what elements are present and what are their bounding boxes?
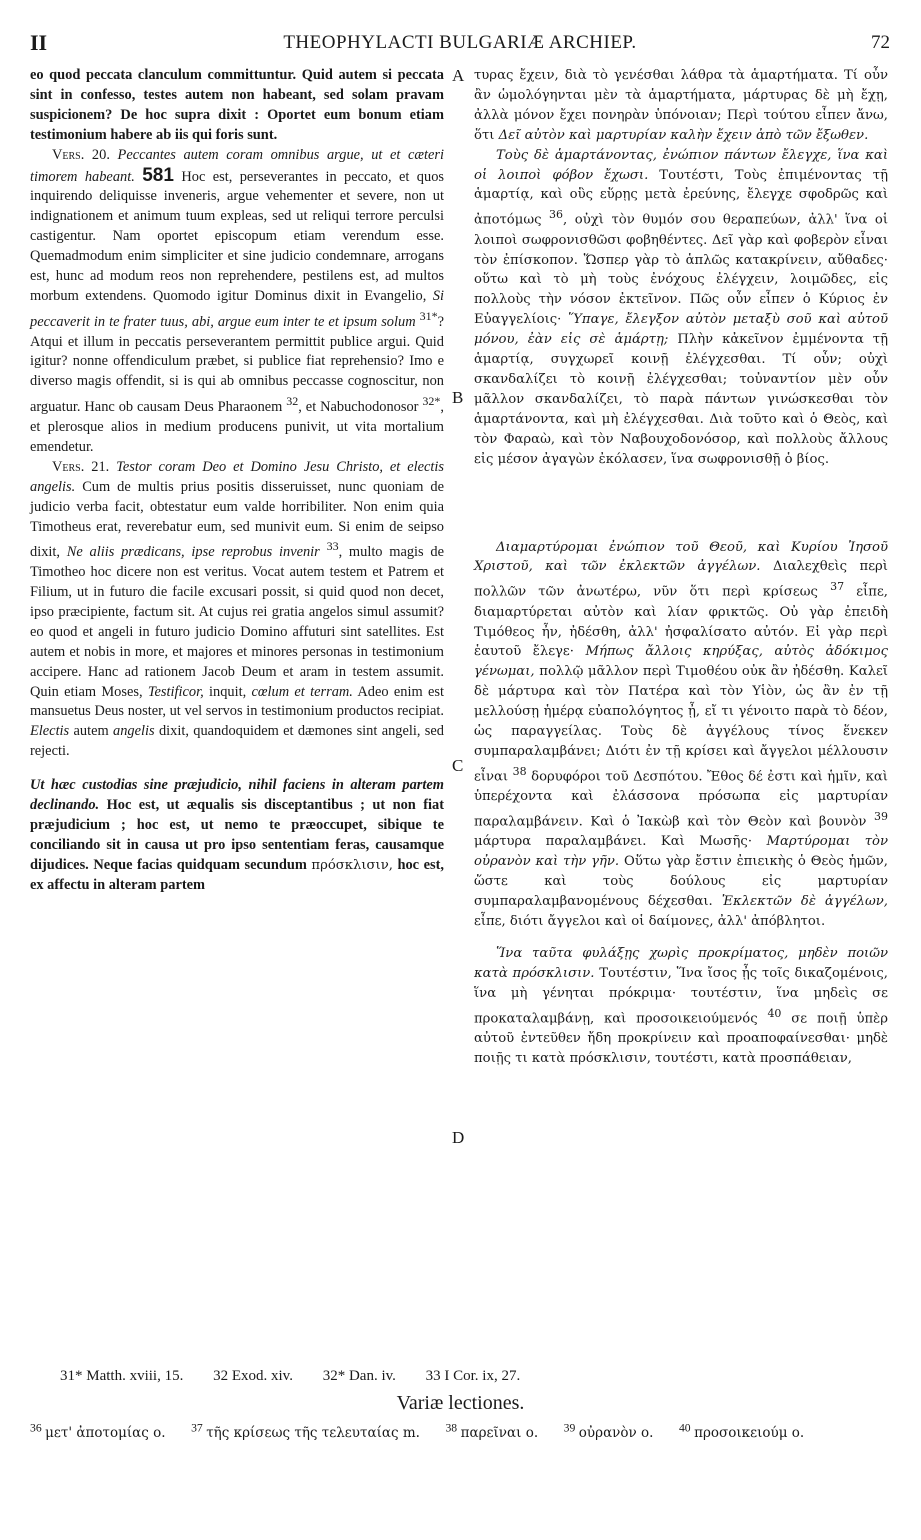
- latin-p4-greek: πρόσκλισιν,: [311, 857, 393, 873]
- verse-21-quote-2: Testificor,: [147, 683, 204, 700]
- footnote: 32* Dan. iv.: [322, 1368, 396, 1384]
- greek-p2-text-c: Πλὴν κἀκεῖνον ἐμμένοντα τῇ ἁμαρτίᾳ, συγχωρεῖ κοινῇ ἐλέγχεσθαι. Τί οὖν; οὐχὶ σκανδαλίζει τὸ κοινῇ ἐλέγχεσθαι; τοὐναντίον μὲν οὖν μᾶλλον σκανδαλίζει, τὸ παρὰ πάντων γινώσκεσθαι τὸν ἁμαρτάνοντα, καὶ μὴ ἐλέγχεσθαι. Διὰ τοῦτο καὶ ὁ Θεὸς, καὶ τὸν Φαραὼ, καὶ τὸν Ναβουχοδονόσορ, καὶ πολλοὺς ἄλλους εἰς μέσον ἀγαγὼν ἐκόλασεν, ἵνα σωφρονισθῇ ὁ βίος.: [474, 332, 889, 467]
- margin-marker-c: C: [452, 756, 464, 775]
- variae-lectiones: [30, 1418, 890, 1443]
- verse-20-quote: Si peccaverit in te frater tuus, abi, argue eum inter te et ipsum solum: [30, 287, 444, 330]
- greek-column: [474, 66, 888, 1069]
- footnote-ref-33: 33: [326, 539, 339, 554]
- verse-21-label: Vers. 21.: [52, 458, 110, 475]
- greek-paragraph-2: [474, 146, 888, 470]
- latin-paragraph-4: [30, 776, 444, 895]
- greek-p4-lemma: Ἵνα ταῦτα φυλάξῃς χωρὶς προκρίματος, μηδὲν ποιῶν κατὰ πρόσκλισιν.: [474, 945, 888, 981]
- greek-p3-text-a: Διαλεχθεὶς περὶ πολλῶν τῶν ἀνωτέρω, νῦν ὅτι περὶ κρίσεως: [474, 559, 888, 600]
- variant-text: παρεῖναι ο.: [460, 1424, 539, 1441]
- verse-20-text-d: , et plerosque alios in medium producens punivit, ut vita mortalium emendetur.: [30, 399, 444, 455]
- variant-text: μετ' ἀποτομίας ο.: [45, 1424, 166, 1441]
- verse-21-quote: Ne aliis prædicans, ipse reprobus invenir: [66, 544, 320, 561]
- greek-p1-quote: Δεῖ αὐτὸν καὶ μαρτυρίαν καλὴν ἔχειν ἀπὸ τῶν ἔξωθεν.: [498, 127, 869, 143]
- greek-p2-text-b: , οὐχὶ τὸν θυμόν σου θεραπεύων, ἀλλ' ἵνα οἱ λοιποὶ σωφρονισθῶσι φοβηθέντες. Δεῖ γὰρ καὶ φοβερὸν εἶναι τὸν ἐπίσκοπον. Ὥσπερ γὰρ τὸ ἁπλῶς κατακρίνειν, αὔθαδες· οὕτω καὶ τὸ μὴ τοὺς ἐνόχους ἐλέγχειν, λοιμῶδες, εἰς πολλοὺς τὴν νόσον ἐκτεῖνον. Πῶς οὖν εἶπεν ὁ Κύριος ἐν Εὐαγγελίοις·: [474, 212, 888, 328]
- verse-21-text-f: dixit, quandoquidem et dæmones sint angeli, sed rejecti.: [30, 723, 444, 760]
- variae-lectiones-title: Variæ lectiones.: [396, 1392, 525, 1414]
- header-left: II: [30, 30, 48, 55]
- greek-p3-text-f: Οὕτω γὰρ ἔστιν ἐπιεικὴς ὁ Θεὸς ἡμῶν, ὥστε καὶ τοὺς δούλους εἰς μαρτυρίαν συμπαραλαμβανομένους δέχεσθαι.: [474, 854, 889, 910]
- margin-marker-d: D: [452, 1128, 465, 1147]
- greek-p3-text-d: δορυφόροι τοῦ Δεσπότου. Ἔθος δέ ἐστι καὶ ἡμῖν, καὶ ὑπερέχοντα καὶ ἐλάσσονα πρόσωπα εἰς μαρτυρίαν παραλαμβάνειν. Καὶ ὁ Ἰακὼβ καὶ τὸν Θεὸν καὶ βουνὸν: [474, 769, 888, 830]
- verse-21-quote-5: angelis: [113, 723, 155, 740]
- variant-text: οὐρανὸν ο.: [578, 1424, 654, 1441]
- verse-21-quote-3: cœlum et terram.: [251, 683, 353, 700]
- latin-verse-20: [30, 146, 444, 458]
- running-title: THEOPHYLACTI BULGARIÆ ARCHIEP.: [283, 32, 637, 53]
- variant-ref-36: 36: [549, 208, 564, 222]
- verse-20-label: Vers. 20.: [52, 146, 110, 163]
- greek-p3-text-g: εἶπε, διότι ἄγγελοι καὶ οἱ δαίμονες, ἀλλ' ἀπόβλητοι.: [474, 914, 826, 929]
- verse-20-lemma: Peccantes autem coram omnibus argue, ut et cæteri timorem habeant.: [30, 146, 444, 185]
- margin-marker-a: A: [452, 66, 465, 85]
- greek-paragraph-4: [474, 944, 888, 1069]
- greek-p2-lemma: Τοὺς δὲ ἁμαρτάνοντας, ἐνώπιον πάντων ἔλεγχε, ἵνα καὶ οἱ λοιποὶ φόβον ἔχωσι.: [474, 147, 888, 183]
- greek-p3-text-e: μάρτυρα παραλαμβάνει. Καὶ Μωσῆς·: [474, 834, 753, 850]
- verse-21-text-e: autem: [73, 723, 109, 740]
- footnote: 33 I Cor. ix, 27.: [425, 1368, 521, 1384]
- variant-number: 38: [445, 1421, 458, 1434]
- latin-p4-text-b: hoc est, ex affectu in alteram partem: [30, 856, 444, 893]
- greek-p3-text-b: εἶπε, διαμαρτύρεται αὐτὸν καὶ λίαν φρικτῶς. Οὐ γὰρ ἐπειδὴ Τιμόθεος ἦν, ἠδέσθη, ἀλλ' ἠσφαλίσατο αὐτόν. Εἰ γὰρ περὶ ἑαυτοῦ ἔλεγε·: [474, 584, 888, 660]
- greek-p4-text-b: σε ποιῇ ὑπὲρ αὐτοῦ ἐντεῦθεν ἤδη προκρίνειν καὶ προαποφαίνεσθαι· μηδὲ ποιῇς τι κατὰ πρόσκλισιν, τουτέστι, κατὰ προσπάθειαν,: [474, 1011, 888, 1066]
- verse-20-text-c: , et Nabuchodonosor: [298, 399, 419, 416]
- footnote: 31* Matth. xviii, 15.: [60, 1368, 184, 1384]
- variant-entry: [191, 1421, 420, 1441]
- verse-21-quote-4: Electis: [30, 723, 70, 740]
- footnote-ref-32b: 32*: [422, 394, 441, 409]
- greek-paragraph-1: [474, 66, 888, 146]
- latin-p4-lemma: Ut hæc custodias sine præjudicio, nihil faciens in alteram partem declinando.: [30, 777, 444, 814]
- variant-ref-40: 40: [767, 1006, 782, 1020]
- column-number: 581: [142, 164, 174, 186]
- footnote-ref-31: 31*: [419, 308, 438, 323]
- greek-p3-quote: Μήπως ἄλλοις κηρύξας, αὐτὸς ἀδόκιμος γένωμαι,: [474, 644, 888, 680]
- verse-21-text-a: Cum de multis prius positis disseruisset, nunc quoniam de judicio verba facit, obtestatur eum valde horribiliter. Non enim quia Timotheus erat, reverebatur eum, sed munivit eum. Si enim de seipso dixit,: [30, 478, 444, 561]
- greek-p1-text: τυρας ἔχειν, διὰ τὸ γενέσθαι λάθρα τὰ ἁμαρτήματα. Τί οὖν ἂν ὡμολόγηνται μὲν τὰ ἁμαρτήματα, μάρτυρας δὲ μὴ ἔχῃ, ἀλλὰ μόνον ἔχει πονηρὰν ὑπόνοιαν; Περὶ τούτου εἶπεν ἄνω, ὅτι: [474, 68, 888, 143]
- variant-number: 39: [563, 1421, 576, 1434]
- greek-paragraph-3: [474, 538, 888, 932]
- latin-column: [30, 66, 444, 896]
- footnote: 32 Exod. xiv.: [213, 1368, 293, 1384]
- greek-p3-quote-2: Μαρτύρομαι τὸν οὐρανὸν καὶ τὴν γῆν.: [474, 834, 888, 870]
- margin-marker-b: B: [452, 388, 464, 407]
- variant-entry: [445, 1421, 539, 1441]
- page-number: 72: [871, 32, 890, 53]
- footnote-ref-32: 32: [286, 394, 299, 409]
- variant-text: τῆς κρίσεως τῆς τελευταίας m.: [206, 1424, 420, 1441]
- variant-ref-38: 38: [512, 764, 527, 778]
- footnotes: [60, 1368, 860, 1385]
- greek-p3-lemma: Διαμαρτύρομαι ἐνώπιον τοῦ Θεοῦ, καὶ Κυρίου Ἰησοῦ Χριστοῦ, καὶ τῶν ἐκλεκτῶν ἀγγέλων.: [474, 539, 888, 575]
- greek-p2-text-a: Τουτέστι, Τοὺς ἐπιμένοντας τῇ ἁμαρτίᾳ, καὶ οὓς εὕρῃς μετὰ ἐρεύνης, ἔλεγχε σφοδρῶς καὶ ἀποτόμως: [474, 167, 889, 228]
- greek-p3-text-c: πολλῷ μᾶλλον περὶ Τιμοθέου οὐκ ἂν ἠδέσθη. Καλεῖ δὲ μάρτυρα καὶ τὸν Πατέρα καὶ τὸν Υἱὸν, ὡς ἂν ἐν τῇ μελλούσῃ ἡμέρᾳ εὐαπολόγητος ᾖ, εἴ τι γένοιτο παρὰ τὸ δέον, ὡς παραγγείλας. Τοὺς δὲ ἀγγέλους τίνος ἕνεκεν συμπαραλαμβάνει; Διότι ἐν τῇ κρίσει καὶ ἄγγελοι μέλλουσιν εἶναι: [474, 664, 888, 785]
- verse-20-text-b: ? Atqui et illum in peccatis perseverantem permittit publice argui. Quid igitur? nonne offendiculum præbet, si publice fiat reprehensio? Imo e diverso magis offendit, si is qui ab omnibus peccasse cognoscitur, non arguatur. Hanc ob causam Deus Pharaonem: [30, 313, 444, 416]
- variant-ref-39: 39: [874, 810, 888, 824]
- verse-21-text-d: Adeo enim est mansuetus Deus noster, ut vel servos in testimonium productos recipiat.: [30, 683, 444, 720]
- greek-p3-quote-3: Ἐκλεκτῶν δὲ ἀγγέλων,: [721, 894, 888, 910]
- verse-21-text-b: , multo magis de Timotheo hoc dicere non est veritus. Vocat autem testem et Patrem et Filium, ut in futuro die facile excusari possit, si quid quod non decet, ipso præcipiente, factum sit. At cujus rei gratia angelos simul assumit? eo quod et angeli in futuro judicio Domino affuturi sint satellites. Est autem et nobis in more, et majores et minores personas in testimonium accipere. Hanc ad rationem Jacob Deum et aram in testem assumit. Quin etiam Moses,: [30, 544, 444, 700]
- greek-p4-text-a: Τουτέστιν, Ἵνα ἴσος ᾖς τοῖς δικαζομένοις, ἵνα μὴ γένηται πρόκριμα· τουτέστιν, ἵνα μηδεὶς σε προκαταλαμβάνῃ, καὶ προσοικειούμενός: [474, 965, 888, 1027]
- latin-verse-21: [30, 458, 444, 762]
- variant-entry: [678, 1421, 805, 1441]
- greek-p2-quote: Ὕπαγε, ἔλεγξον αὐτὸν μεταξὺ σοῦ καὶ αὐτοῦ μόνου, ἐὰν εἰς σὲ ἁμάρτῃ;: [474, 312, 888, 348]
- page-header: [30, 30, 890, 60]
- variant-text: προσοικειούμ ο.: [694, 1424, 805, 1441]
- verse-21-text-c: inquit,: [209, 683, 247, 700]
- verse-21-lemma: Testor coram Deo et Domino Jesu Christo, et electis angelis.: [30, 458, 444, 495]
- variant-number: 36: [30, 1421, 42, 1434]
- verse-20-text-a: Hoc est, perseverantes in peccato, et quos inquirendo deliquisse inveneris, argue vehementer et severe, non ut indignationem et animum tuum expleas, sed ut reliqui terrore perculsi castigentur. Nam oportet episcopum etiam verendum esse. Quemadmodum enim simpliciter et sine judicio condemnare, arrogans est, hunc ad modum reos non reprehendere, pestilens est, ad multos morbum extendens. Quomodo igitur Dominus dixit in Evangelio,: [30, 168, 444, 304]
- variant-number: 37: [191, 1421, 203, 1434]
- variant-number: 40: [678, 1421, 691, 1434]
- latin-paragraph-1: [30, 66, 444, 146]
- latin-p1-text: eo quod peccata clanculum committuntur. Quid autem si peccata sint in confesso, testes autem non habeant, sed solam pravam suspicionem? De hoc supra dixit : Oportet eum bonum etiam testimonium habere ab iis qui foris sunt.: [30, 67, 444, 143]
- variant-entry: [563, 1421, 654, 1441]
- variant-ref-37: 37: [830, 580, 845, 594]
- variant-entry: [30, 1421, 166, 1441]
- latin-p4-text-a: Hoc est, ut æqualis sis disceptantibus ; ut non fiat præjudicium ; hoc est, ut nemo te præoccupet, sibique te conciliando sit in causa ut pro ipso sententiam feras, causamque dijudices. Neque facias quidquam secundum: [30, 797, 444, 873]
